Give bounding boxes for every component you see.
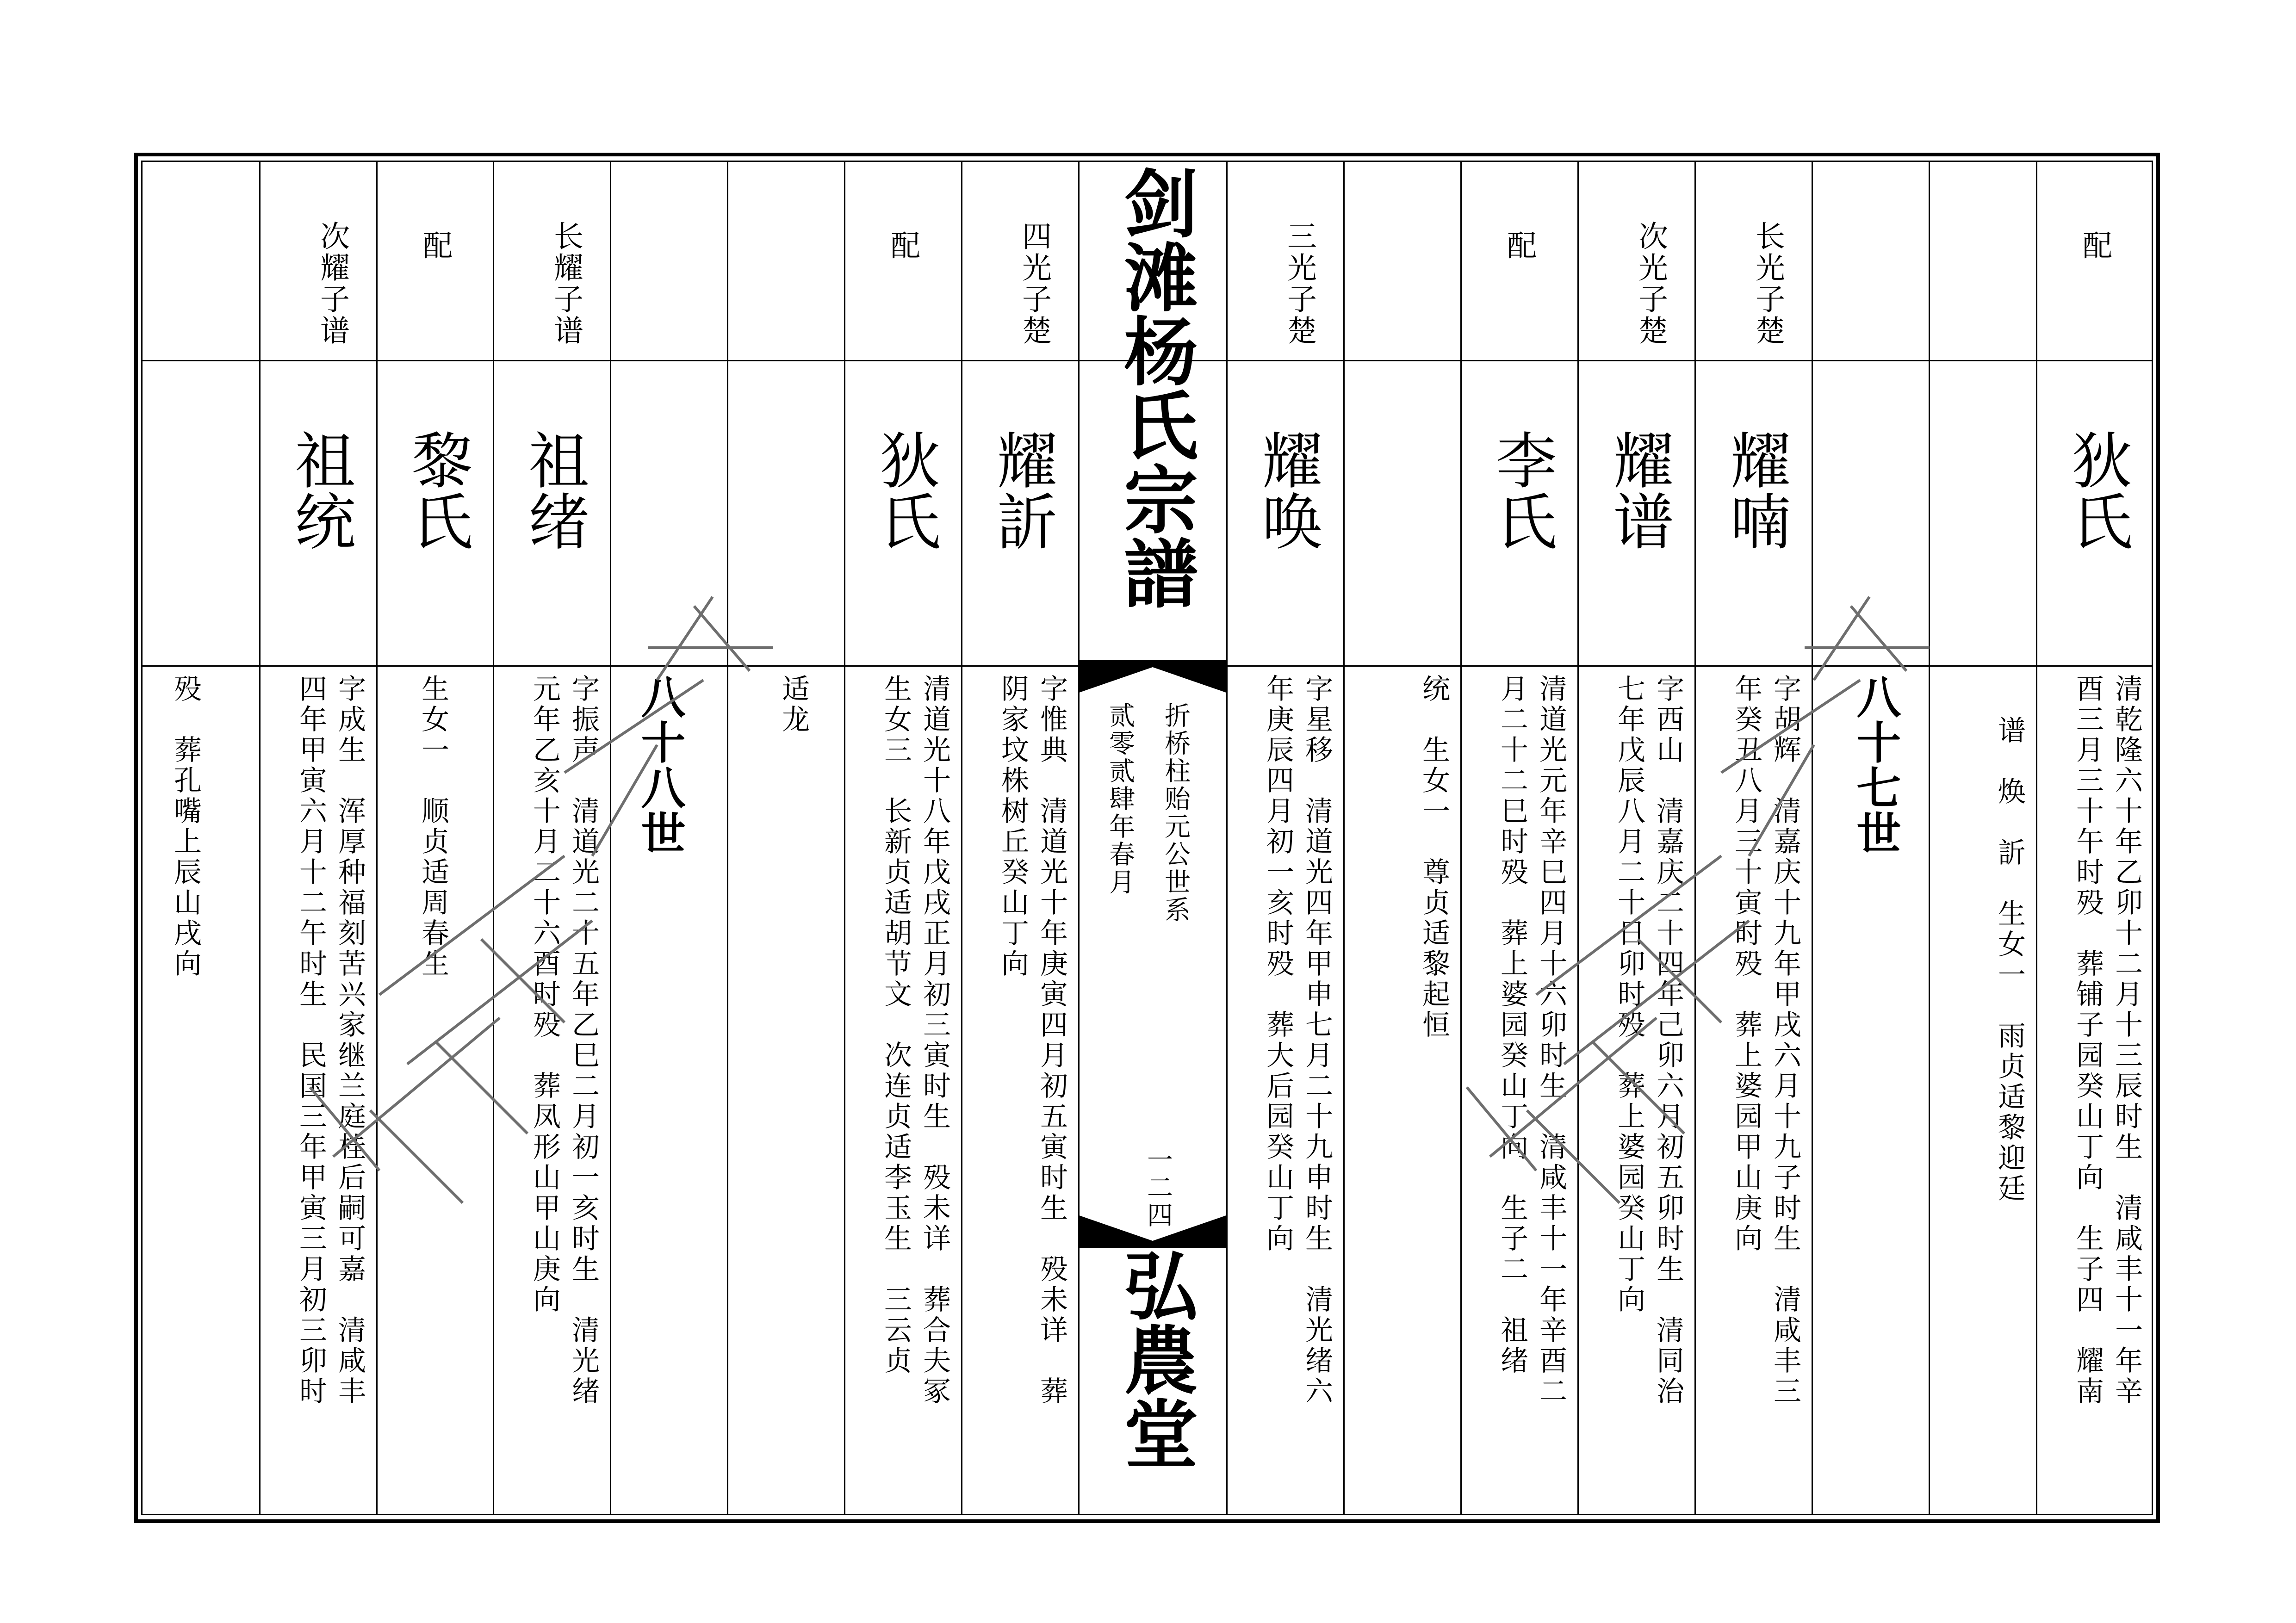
person-name: 黎氏 — [401, 429, 472, 551]
person-name: 李氏 — [1485, 429, 1557, 551]
biography-text: 字胡辉 清嘉庆十九年甲戌六月十九子时生 清咸丰三 年癸丑八月三十寅时殁 葬上婆园甲山庚向 — [1730, 674, 1801, 1407]
biography-text: 谱 焕 訢 生女一 雨贞适黎迎廷 — [1993, 716, 2026, 1204]
entry-column — [961, 161, 1078, 1515]
relation-label: 次光子楚 — [1633, 221, 1668, 347]
fishtail-top-ornament — [1079, 660, 1226, 697]
entry-column — [1226, 161, 1343, 1515]
person-name: 狄氏 — [2060, 429, 2132, 551]
entry-column — [844, 161, 961, 1515]
biography-text: 字西山 清嘉庆二十四年己卯六月初五卯时生 清同治 七年戊辰八月二十日卯时殁 葬上婆园癸山丁向 — [1613, 674, 1684, 1407]
person-name: 祖统 — [284, 429, 355, 551]
watermark-stamp-right — [1397, 578, 1953, 1226]
generation-label: 八十八世 — [634, 674, 686, 855]
biography-text: 清道光元年辛巳四月十六卯时生 清咸丰十一年辛酉二 月二十二巳时殁 葬上婆园癸山丁向 生子二 祖绪 — [1496, 674, 1567, 1407]
lineage-note: 折桥柱贻元公世系 — [1160, 702, 1191, 924]
generation-label: 八十七世 — [1849, 674, 1902, 855]
biography-text: 适龙 — [777, 674, 810, 735]
relation-label: 三光子楚 — [1282, 221, 1316, 347]
watermark-stamp-left — [241, 578, 796, 1226]
biography-text: 字惟典 清道光十年庚寅四月初五寅时生 殁未详 葬 阴家坟株树丘癸山丁向 — [997, 674, 1068, 1407]
relation-label: 长光子楚 — [1750, 221, 1785, 347]
person-name: 耀訢 — [986, 429, 1057, 551]
person-name: 耀谱 — [1602, 429, 1674, 551]
biography-text: 清道光十八年戊戌正月初三寅时生 殁未详 葬合夫冢 生女三 长新贞适胡节文 次连贞适李玉生 三云贞 — [880, 674, 951, 1407]
hall-name: 弘農堂 — [1111, 1248, 1198, 1470]
entry-column — [2036, 161, 2153, 1515]
relation-label: 配 — [2078, 230, 2112, 260]
biography-text: 生女一 顺贞适周春生 — [417, 674, 449, 979]
person-name: 狄氏 — [869, 429, 940, 551]
relation-label: 配 — [1502, 230, 1536, 260]
biography-text: 字成生 浑厚种福刻苦兴家继兰庭桂后嗣可嘉 清咸丰 四年甲寅六月十二午时生 民国三年甲寅三月初三卯时 — [295, 674, 366, 1407]
relation-label: 长耀子谱 — [549, 221, 583, 347]
biography-text: 殁 葬孔嘴上辰山戌向 — [169, 674, 202, 979]
fishtail-bottom-ornament — [1079, 1211, 1226, 1248]
biography-text: 清乾隆六十年乙卯十二月十三辰时生 清咸丰十一年辛 酉三月三十午时殁 葬铺子园癸山丁向 生子四 耀南 — [2072, 674, 2143, 1407]
biography-text: 统 生女一 尊贞适黎起恒 — [1418, 674, 1450, 1041]
person-name: 耀唤 — [1251, 429, 1322, 551]
center-spine — [1079, 161, 1226, 1515]
relation-label: 次耀子谱 — [315, 221, 349, 347]
compile-date: 贰零贰肆年春月 — [1105, 702, 1135, 896]
biography-text: 字振声 清道光二十五年乙巳二月初一亥时生 清光绪 元年乙亥十月二十六酉时殁 葬凤形山甲山庚向 — [528, 674, 600, 1407]
person-name: 祖绪 — [517, 429, 589, 551]
biography-text: 字星移 清道光四年甲申七月二十九申时生 清光绪六 年庚辰四月初一亥时殁 葬大后园癸山丁向 — [1262, 674, 1333, 1407]
person-name: 耀喃 — [1719, 429, 1791, 551]
relation-label: 配 — [418, 230, 452, 260]
genealogy-title: 剑滩杨氏宗譜 — [1111, 165, 1198, 609]
page-number: 一二四 — [1143, 1146, 1173, 1229]
relation-label: 配 — [886, 230, 920, 260]
relation-label: 四光子楚 — [1017, 221, 1051, 347]
